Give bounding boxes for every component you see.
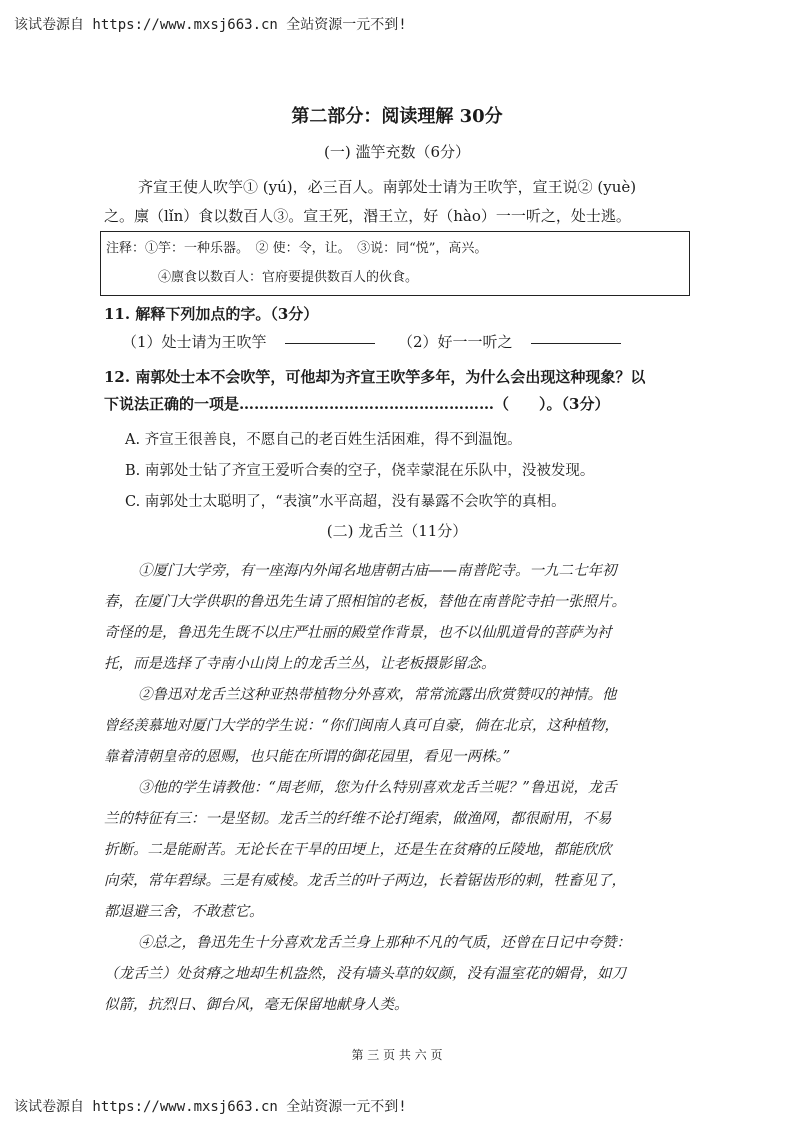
passage-line-10: 折断。二是能耐苦。无论长在干旱的田埂上，还是生在贫瘠的丘陵地，都能欣欣 <box>104 842 612 858</box>
passage-line-5: ②鲁迅对龙舌兰这种亚热带植物分外喜欢，常常流露出欣赏赞叹的神情。他 <box>138 687 617 703</box>
section1-text-line-1: 齐宣王使人吹竽① (yú)，必三百人。南郭处士请为王吹竽，宣王说② (yuè) <box>138 178 637 196</box>
note-line-1: 注释：①竽：一种乐器。 ② 使：令，让。 ③说：同“悦”，高兴。 <box>106 241 488 256</box>
answer-blank-2[interactable] <box>531 342 621 344</box>
section1-heading: (一) 滥竽充数（6分） <box>323 143 471 161</box>
section1-text-line-2: 之。廪（lǐn）食以数百人③。宣王死，湣王立，好（hào）一一听之，处士逃。 <box>104 207 631 225</box>
passage-line-13: ④总之，鲁迅先生十分喜欢龙舌兰身上那种不凡的气质，还曾在日记中夸赞： <box>138 935 631 951</box>
question-12-stem-line-2: 下说法正确的一项是……………………………………………（ ）。（3分） <box>104 395 610 413</box>
passage-line-12: 都退避三舍，不敢惹它。 <box>104 904 264 920</box>
page-title: 第二部分：阅读理解 30分 <box>291 106 503 127</box>
question-11-item-2 <box>398 331 621 352</box>
passage-line-8: ③他的学生请教他：“周老师，您为什么特别喜欢龙舌兰呢？”鲁迅说，龙舌 <box>138 780 617 796</box>
passage-line-15: 似箭，抗烈日、御台风，毫无保留地献身人类。 <box>104 997 409 1013</box>
passage-line-9: 兰的特征有三：一是坚韧。龙舌兰的纤维不论打绳索，做渔网，都很耐用，不易 <box>104 811 612 827</box>
question-12-option-c: C. 南郭处士太聪明了，“表演”水平高超，没有暴露不会吹竽的真相。 <box>125 494 566 510</box>
passage-line-3: 奇怪的是，鲁迅先生既不以庄严壮丽的殿堂作背景，也不以仙肌道骨的菩萨为衬 <box>104 625 612 641</box>
question-12-option-a: A. 齐宣王很善良，不愿自己的老百姓生活困难，得不到温饱。 <box>125 432 522 448</box>
question-11-item-1 <box>122 331 375 352</box>
passage-line-14: （龙舌兰）处贫瘠之地却生机盎然，没有墙头草的奴颜，没有温室花的媚骨，如刀 <box>104 966 626 982</box>
watermark-bottom: 该试卷源自 https://www.mxsj663.cn 全站资源一元不到! <box>14 1099 407 1115</box>
question-11-stem: 11. 解释下列加点的字。（3分） <box>104 305 319 323</box>
question-12-option-b: B. 南郭处士钻了齐宣王爱听合奏的空子，侥幸蒙混在乐队中，没被发现。 <box>125 463 595 479</box>
watermark-top: 该试卷源自 https://www.mxsj663.cn 全站资源一元不到! <box>14 17 407 33</box>
question-12-stem-line-1: 12. 南郭处士本不会吹竽，可他却为齐宣王吹竽多年，为什么会出现这种现象？以 <box>104 368 646 386</box>
passage-line-2: 春，在厦门大学供职的鲁迅先生请了照相馆的老板，替他在南普陀寺拍一张照片。 <box>104 594 626 610</box>
passage-line-1: ①厦门大学旁，有一座海内外闻名地唐朝古庙——南普陀寺。一九二七年初 <box>138 563 617 579</box>
passage-line-6: 曾经羡慕地对厦门大学的学生说：“你们闽南人真可自豪，倘在北京，这种植物， <box>104 718 619 734</box>
question-11-item-2-text: （2）好一一听之 <box>398 333 513 351</box>
passage-line-7: 靠着清朝皇帝的恩赐，也只能在所谓的御花园里，看见一两株。” <box>104 749 511 765</box>
page-number-footer: 第 三 页 共 六 页 <box>351 1048 443 1062</box>
section2-heading: (二) 龙舌兰（11分） <box>326 522 468 540</box>
question-11-item-1-text: （1）处士请为王吹竽 <box>122 333 267 351</box>
passage-line-11: 向荣，常年碧绿。三是有威棱。龙舌兰的叶子两边，长着锯齿形的刺，牲畜见了， <box>104 873 626 889</box>
note-line-2: ④廪食以数百人：官府要提供数百人的伙食。 <box>158 270 419 285</box>
passage-line-4: 托，而是选择了寺南小山岗上的龙舌兰丛，让老板摄影留念。 <box>104 656 496 672</box>
answer-blank-1[interactable] <box>285 342 375 344</box>
